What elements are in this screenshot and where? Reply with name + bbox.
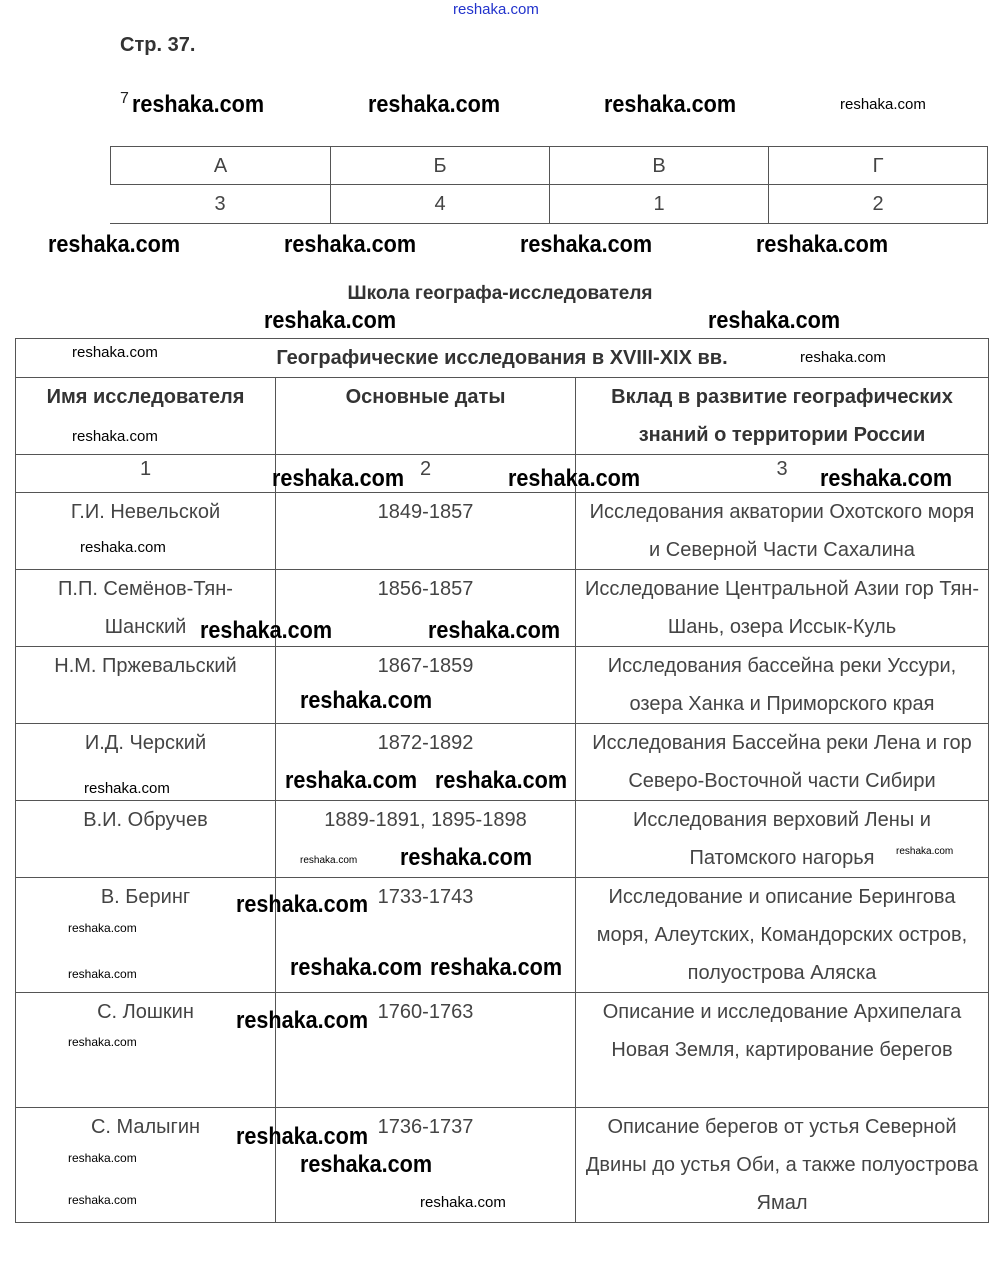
explorer-name: С. Лошкин	[15, 992, 276, 1108]
watermark: reshaka.com	[604, 91, 737, 118]
watermark: reshaka.com	[708, 307, 841, 334]
dates: 1733-1743	[275, 877, 576, 993]
watermark: reshaka.com	[236, 891, 369, 918]
watermark: reshaka.com	[72, 344, 158, 361]
dates: 1736-1737	[275, 1107, 576, 1223]
watermark: reshaka.com	[236, 1007, 369, 1034]
watermark: reshaka.com	[368, 91, 501, 118]
watermark: reshaka.com	[400, 844, 533, 871]
watermark: reshaka.com	[48, 231, 181, 258]
watermark: reshaka.com	[820, 465, 953, 492]
watermark: reshaka.com	[300, 855, 358, 866]
watermark: reshaka.com	[420, 1194, 506, 1211]
watermark: reshaka.com	[68, 967, 137, 981]
answer-value: 3	[110, 184, 331, 224]
contribution: Описание и исследование Архипелага Новая Земля, картирование берегов	[575, 992, 989, 1108]
watermark: reshaka.com	[800, 349, 886, 366]
dates: 1872-1892	[275, 723, 576, 801]
column-number: 3	[575, 454, 989, 493]
column-number: 1	[15, 454, 276, 493]
watermark: reshaka.com	[756, 231, 889, 258]
watermark: reshaka.com	[840, 96, 926, 113]
answer-header: В	[549, 146, 769, 185]
column-number: 2	[275, 454, 576, 493]
watermark: reshaka.com	[272, 465, 405, 492]
watermark: reshaka.com	[284, 231, 417, 258]
watermark: reshaka.com	[453, 1, 539, 18]
watermark: reshaka.com	[72, 428, 158, 445]
explorer-name: С. Малыгин	[15, 1107, 276, 1223]
task-number: 7	[120, 90, 129, 107]
explorer-name: Г.И. Невельской	[15, 492, 276, 570]
watermark: reshaka.com	[508, 465, 641, 492]
contribution: Описание берегов от устья Северной Двины до устья Оби, а также полуострова Ямал	[575, 1107, 989, 1223]
answer-header: Г	[768, 146, 988, 185]
contribution: Исследования верховий Лены и Патомского нагорья	[575, 800, 989, 878]
explorer-name: В.И. Обручев	[15, 800, 276, 878]
column-header-contribution: Вклад в развитие географических знаний о территории России	[575, 377, 989, 455]
explorer-name: П.П. Семёнов-Тян-Шанский	[15, 569, 276, 647]
contribution: Исследование и описание Берингова моря, Алеутских, Командорских остров, полуострова Аляска	[575, 877, 989, 993]
contribution: Исследования акватории Охотского моря и Северной Части Сахалина	[575, 492, 989, 570]
watermark: reshaka.com	[80, 539, 166, 556]
watermark: reshaka.com	[200, 617, 333, 644]
answer-value: 4	[330, 184, 550, 224]
contribution: Исследования Бассейна реки Лена и гор Северо-Восточной части Сибири	[575, 723, 989, 801]
watermark: reshaka.com	[290, 954, 423, 981]
dates: 1856-1857	[275, 569, 576, 647]
watermark: reshaka.com	[430, 954, 563, 981]
watermark: reshaka.com	[264, 307, 397, 334]
watermark: reshaka.com	[300, 687, 433, 714]
watermark: reshaka.com	[300, 1151, 433, 1178]
watermark: reshaka.com	[84, 780, 170, 797]
contribution: Исследования бассейна реки Уссури, озера Ханка и Приморского края	[575, 646, 989, 724]
watermark: reshaka.com	[285, 767, 418, 794]
contribution: Исследование Центральной Азии гор Тян-Шань, озера Иссык-Куль	[575, 569, 989, 647]
watermark: reshaka.com	[68, 1151, 137, 1165]
answer-header: Б	[330, 146, 550, 185]
watermark: reshaka.com	[68, 921, 137, 935]
explorer-name: Н.М. Пржевальский	[15, 646, 276, 724]
watermark: reshaka.com	[132, 91, 265, 118]
dates: 1760-1763	[275, 992, 576, 1108]
dates: 1867-1859	[275, 646, 576, 724]
watermark: reshaka.com	[428, 617, 561, 644]
explorer-name: В. Беринг	[15, 877, 276, 993]
answer-header: А	[110, 146, 331, 185]
column-header-dates: Основные даты	[275, 377, 576, 455]
table-title: Географические исследования в XVIII-XIX вв.	[15, 338, 989, 378]
dates: 1889-1891, 1895-1898	[275, 800, 576, 878]
watermark: reshaka.com	[435, 767, 568, 794]
answer-value: 1	[549, 184, 769, 224]
answer-value: 2	[768, 184, 988, 224]
dates: 1849-1857	[275, 492, 576, 570]
watermark: reshaka.com	[896, 846, 954, 857]
explorer-name: И.Д. Черский	[15, 723, 276, 801]
watermark: reshaka.com	[68, 1193, 137, 1207]
watermark: reshaka.com	[68, 1035, 137, 1049]
watermark: reshaka.com	[236, 1123, 369, 1150]
page-label: Стр. 37.	[120, 34, 196, 56]
section-title: Школа географа-исследователя	[347, 283, 653, 304]
watermark: reshaka.com	[520, 231, 653, 258]
column-header-name: Имя исследователя	[15, 377, 276, 455]
